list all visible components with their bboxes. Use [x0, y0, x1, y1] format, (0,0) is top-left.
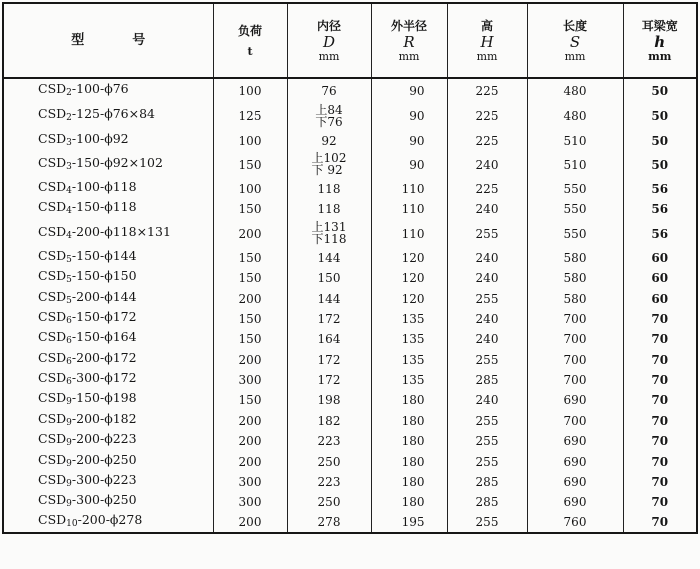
cell-load: 300	[213, 492, 287, 512]
model-suffix: -150-ϕ118	[71, 199, 137, 215]
model-suffix: -200-ϕ250	[71, 451, 137, 467]
cell-model	[3, 390, 213, 410]
model-suffix: -150-ϕ164	[71, 329, 137, 345]
cell-length: 700	[527, 309, 623, 329]
cell-outer-radius: 110	[371, 199, 447, 219]
model-subscript: 9	[66, 438, 72, 449]
cell-outer-radius: 135	[371, 370, 447, 390]
cell-outer-radius: 120	[371, 268, 447, 288]
header-ear-unit: mm	[648, 49, 672, 63]
model-base: CSD	[38, 492, 67, 508]
model-subscript: 9	[66, 458, 72, 469]
model-subscript: 9	[66, 479, 72, 490]
model-subscript: 5	[66, 295, 72, 306]
model-suffix: -200-ϕ223	[71, 431, 137, 447]
cell-length: 550	[527, 199, 623, 219]
cell-model	[3, 451, 213, 471]
cell-load: 300	[213, 472, 287, 492]
cell-height: 240	[447, 390, 527, 410]
table-row	[3, 350, 697, 370]
cell-model	[3, 350, 213, 370]
model-subscript: 5	[66, 254, 72, 265]
cell-height: 225	[447, 130, 527, 150]
cell-ear-width: 70	[651, 332, 669, 347]
header-outer-label: 外半径	[390, 18, 427, 33]
cell-model	[3, 268, 213, 288]
table-row	[3, 472, 697, 492]
cell-ear-width: 70	[651, 434, 669, 449]
cell-height: 225	[447, 78, 527, 102]
cell-load: 150	[213, 329, 287, 349]
model-base: CSD	[38, 410, 67, 426]
cell-length: 550	[527, 220, 623, 248]
cell-inner-diameter: 250	[287, 451, 371, 471]
cell-length: 690	[527, 431, 623, 451]
table-row	[3, 179, 697, 199]
model-base: CSD	[38, 451, 67, 467]
cell-outer-radius: 90	[371, 102, 447, 130]
model-suffix: -150-ϕ92×102	[71, 154, 163, 170]
header-inner-label: 内径	[316, 18, 341, 33]
cell-height: 285	[447, 472, 527, 492]
cell-length: 580	[527, 288, 623, 308]
header-length-unit: mm	[564, 49, 586, 63]
model-suffix: -200-ϕ144	[71, 288, 137, 304]
cell-model	[3, 411, 213, 431]
cell-load: 200	[213, 350, 287, 370]
header-ear-var: h	[654, 32, 666, 51]
cell-model	[3, 151, 213, 179]
cell-outer-radius: 180	[371, 431, 447, 451]
cell-ear-width: 50	[651, 133, 669, 148]
model-suffix: -200-ϕ278	[77, 512, 143, 528]
header-height-var: H	[480, 32, 494, 51]
model-base: CSD	[38, 247, 67, 263]
diameter-upper-lower	[312, 221, 347, 245]
cell-load: 100	[213, 130, 287, 150]
header-inner-var: D	[322, 32, 336, 51]
cell-ear-width: 70	[651, 393, 669, 408]
cell-height: 240	[447, 248, 527, 268]
table-row	[3, 248, 697, 268]
model-base: CSD	[38, 472, 67, 488]
cell-ear-width: 56	[651, 181, 669, 196]
header-outer-unit: mm	[398, 49, 420, 63]
cell-model	[3, 288, 213, 308]
model-subscript: 2	[66, 87, 72, 98]
header-length	[527, 3, 623, 78]
cell-model	[3, 472, 213, 492]
table-row	[3, 370, 697, 390]
model-subscript: 10	[66, 519, 78, 530]
table-header	[3, 3, 697, 78]
cell-load: 200	[213, 411, 287, 431]
cell-length: 480	[527, 78, 623, 102]
model-base: CSD	[38, 512, 67, 528]
cell-inner-diameter: 118	[287, 199, 371, 219]
model-suffix: -150-ϕ150	[71, 268, 137, 284]
cell-model	[3, 199, 213, 219]
cell-ear-width: 60	[651, 271, 669, 286]
cell-load: 150	[213, 390, 287, 410]
cell-inner-diameter: 182	[287, 411, 371, 431]
cell-load: 200	[213, 431, 287, 451]
cell-ear-width: 60	[651, 291, 669, 306]
header-ear-label: 耳梁宽	[641, 18, 678, 33]
cell-load: 125	[213, 102, 287, 130]
header-inner-unit: mm	[318, 49, 340, 63]
header-outer-radius	[371, 3, 447, 78]
cell-length: 700	[527, 370, 623, 390]
cell-length: 700	[527, 350, 623, 370]
diameter-lower: 下 92	[311, 163, 343, 178]
cell-outer-radius: 195	[371, 513, 447, 533]
cell-inner-diameter: 144	[287, 248, 371, 268]
cell-inner-diameter: 223	[287, 472, 371, 492]
model-suffix: -300-ϕ223	[71, 472, 137, 488]
cell-model	[3, 513, 213, 533]
model-suffix: -125-ϕ76×84	[71, 106, 156, 122]
cell-length: 510	[527, 151, 623, 179]
model-subscript: 6	[66, 315, 72, 326]
cell-ear-width: 56	[651, 202, 669, 217]
model-base: CSD	[38, 154, 67, 170]
model-subscript: 6	[66, 336, 72, 347]
cell-height: 255	[447, 431, 527, 451]
cell-load: 300	[213, 370, 287, 390]
cell-height: 225	[447, 102, 527, 130]
model-subscript: 9	[66, 397, 72, 408]
cell-load: 200	[213, 220, 287, 248]
cell-model	[3, 492, 213, 512]
table-body	[3, 78, 697, 533]
cell-length: 550	[527, 179, 623, 199]
cell-height: 255	[447, 220, 527, 248]
diameter-upper-lower	[312, 152, 347, 176]
header-outer-var: R	[403, 32, 415, 51]
model-suffix: -100-ϕ118	[71, 178, 137, 194]
cell-inner-diameter: 198	[287, 390, 371, 410]
model-suffix: -100-ϕ92	[71, 130, 129, 146]
cell-inner-diameter	[287, 151, 371, 179]
cell-ear-width: 60	[651, 250, 669, 265]
header-load-unit: t	[247, 44, 253, 58]
model-base: CSD	[38, 308, 67, 324]
cell-height: 285	[447, 492, 527, 512]
model-base: CSD	[38, 370, 67, 386]
table-row	[3, 329, 697, 349]
cell-inner-diameter	[287, 102, 371, 130]
cell-length: 700	[527, 329, 623, 349]
model-base: CSD	[38, 80, 67, 96]
cell-outer-radius: 180	[371, 411, 447, 431]
cell-length: 760	[527, 513, 623, 533]
model-suffix: -300-ϕ250	[71, 492, 137, 508]
cell-model	[3, 309, 213, 329]
cell-load: 150	[213, 151, 287, 179]
table-row	[3, 390, 697, 410]
diameter-upper: 上131	[311, 220, 347, 235]
cell-load: 200	[213, 288, 287, 308]
cell-height: 255	[447, 411, 527, 431]
model-base: CSD	[38, 390, 67, 406]
cell-length: 480	[527, 102, 623, 130]
header-inner-diameter	[287, 3, 371, 78]
spec-table	[2, 2, 698, 534]
table-row	[3, 268, 697, 288]
cell-height: 255	[447, 288, 527, 308]
cell-outer-radius: 180	[371, 492, 447, 512]
cell-length: 690	[527, 492, 623, 512]
cell-model	[3, 78, 213, 102]
cell-length: 580	[527, 268, 623, 288]
cell-ear-width: 70	[651, 373, 669, 388]
cell-inner-diameter: 278	[287, 513, 371, 533]
table-row	[3, 199, 697, 219]
cell-ear-width: 50	[651, 109, 669, 124]
cell-outer-radius: 120	[371, 288, 447, 308]
cell-outer-radius: 135	[371, 329, 447, 349]
cell-model	[3, 248, 213, 268]
table-row	[3, 431, 697, 451]
cell-ear-width: 70	[651, 413, 669, 428]
cell-ear-width: 70	[651, 495, 669, 510]
table-row	[3, 309, 697, 329]
cell-load: 200	[213, 451, 287, 471]
cell-height: 240	[447, 268, 527, 288]
header-load	[213, 3, 287, 78]
table-row	[3, 220, 697, 248]
cell-outer-radius: 135	[371, 350, 447, 370]
model-subscript: 4	[66, 185, 72, 196]
cell-load: 150	[213, 268, 287, 288]
cell-length: 580	[527, 248, 623, 268]
cell-inner-diameter: 172	[287, 350, 371, 370]
cell-inner-diameter: 250	[287, 492, 371, 512]
cell-load: 150	[213, 248, 287, 268]
model-base: CSD	[38, 199, 67, 215]
cell-outer-radius: 120	[371, 248, 447, 268]
model-base: CSD	[38, 223, 67, 239]
model-base: CSD	[38, 349, 67, 365]
cell-height: 285	[447, 370, 527, 390]
cell-height: 240	[447, 151, 527, 179]
table-row	[3, 492, 697, 512]
model-subscript: 6	[66, 356, 72, 367]
model-suffix: -150-ϕ172	[71, 308, 137, 324]
cell-model	[3, 179, 213, 199]
cell-load: 200	[213, 513, 287, 533]
model-suffix: -200-ϕ182	[71, 410, 137, 426]
model-suffix: -300-ϕ172	[71, 370, 137, 386]
cell-model	[3, 130, 213, 150]
model-suffix: -150-ϕ198	[71, 390, 137, 406]
cell-inner-diameter: 144	[287, 288, 371, 308]
cell-model	[3, 431, 213, 451]
cell-ear-width: 70	[651, 454, 669, 469]
cell-model	[3, 102, 213, 130]
cell-length: 690	[527, 472, 623, 492]
header-ear-width	[623, 3, 697, 78]
cell-outer-radius: 90	[371, 78, 447, 102]
cell-outer-radius: 180	[371, 390, 447, 410]
cell-inner-diameter: 172	[287, 370, 371, 390]
cell-load: 100	[213, 179, 287, 199]
model-suffix: -200-ϕ172	[71, 349, 137, 365]
cell-ear-width: 70	[651, 515, 669, 530]
cell-ear-width: 50	[651, 157, 669, 172]
header-length-var: S	[569, 32, 581, 51]
cell-inner-diameter: 223	[287, 431, 371, 451]
cell-outer-radius: 135	[371, 309, 447, 329]
cell-inner-diameter: 76	[287, 78, 371, 102]
model-base: CSD	[38, 288, 67, 304]
cell-length: 690	[527, 390, 623, 410]
diameter-lower: 下76	[315, 114, 343, 129]
cell-height: 240	[447, 329, 527, 349]
header-height	[447, 3, 527, 78]
cell-inner-diameter: 92	[287, 130, 371, 150]
cell-outer-radius: 110	[371, 220, 447, 248]
cell-height: 255	[447, 350, 527, 370]
cell-inner-diameter: 118	[287, 179, 371, 199]
model-base: CSD	[38, 106, 67, 122]
cell-height: 240	[447, 199, 527, 219]
diameter-upper: 上84	[315, 102, 343, 117]
cell-height: 255	[447, 513, 527, 533]
cell-length: 510	[527, 130, 623, 150]
cell-inner-diameter: 150	[287, 268, 371, 288]
cell-length: 700	[527, 411, 623, 431]
diameter-lower: 下118	[311, 232, 347, 247]
header-load-label: 负荷	[237, 23, 262, 38]
model-subscript: 3	[66, 137, 72, 148]
table-row	[3, 151, 697, 179]
table-row	[3, 130, 697, 150]
cell-inner-diameter	[287, 220, 371, 248]
cell-load: 150	[213, 309, 287, 329]
cell-inner-diameter: 172	[287, 309, 371, 329]
header-height-unit: mm	[476, 49, 498, 63]
cell-ear-width: 56	[651, 226, 669, 241]
model-subscript: 4	[66, 230, 72, 241]
cell-outer-radius: 180	[371, 472, 447, 492]
table-row	[3, 78, 697, 102]
cell-height: 225	[447, 179, 527, 199]
cell-ear-width: 70	[651, 352, 669, 367]
model-base: CSD	[38, 268, 67, 284]
cell-outer-radius: 110	[371, 179, 447, 199]
header-length-label: 长度	[562, 18, 587, 33]
diameter-upper: 上102	[311, 151, 347, 166]
cell-load: 100	[213, 78, 287, 102]
model-suffix: -200-ϕ118×131	[71, 223, 171, 239]
model-subscript: 9	[66, 499, 72, 510]
cell-model	[3, 329, 213, 349]
table-row	[3, 288, 697, 308]
cell-load: 150	[213, 199, 287, 219]
table-row	[3, 513, 697, 533]
model-base: CSD	[38, 178, 67, 194]
cell-ear-width: 50	[651, 83, 669, 98]
cell-height: 240	[447, 309, 527, 329]
model-base: CSD	[38, 130, 67, 146]
model-subscript: 6	[66, 377, 72, 388]
header-model-char-2: 号	[132, 33, 146, 48]
header-model-char-1: 型	[71, 33, 85, 48]
model-subscript: 4	[66, 206, 72, 217]
model-suffix: -100-ϕ76	[71, 80, 129, 96]
model-subscript: 9	[66, 417, 72, 428]
cell-ear-width: 70	[651, 475, 669, 490]
cell-ear-width: 70	[651, 311, 669, 326]
cell-inner-diameter: 164	[287, 329, 371, 349]
header-model	[3, 3, 213, 78]
table-row	[3, 411, 697, 431]
table-row	[3, 451, 697, 471]
model-subscript: 2	[66, 113, 72, 124]
cell-height: 255	[447, 451, 527, 471]
cell-outer-radius: 90	[371, 151, 447, 179]
model-suffix: -150-ϕ144	[71, 247, 137, 263]
table-row	[3, 102, 697, 130]
model-base: CSD	[38, 329, 67, 345]
model-base: CSD	[38, 431, 67, 447]
model-subscript: 5	[66, 275, 72, 286]
header-row	[3, 3, 697, 78]
cell-outer-radius: 90	[371, 130, 447, 150]
diameter-upper-lower	[315, 104, 342, 128]
cell-model	[3, 370, 213, 390]
header-height-label: 高	[480, 18, 493, 33]
cell-outer-radius: 180	[371, 451, 447, 471]
cell-length: 690	[527, 451, 623, 471]
cell-model	[3, 220, 213, 248]
model-subscript: 3	[66, 161, 72, 172]
